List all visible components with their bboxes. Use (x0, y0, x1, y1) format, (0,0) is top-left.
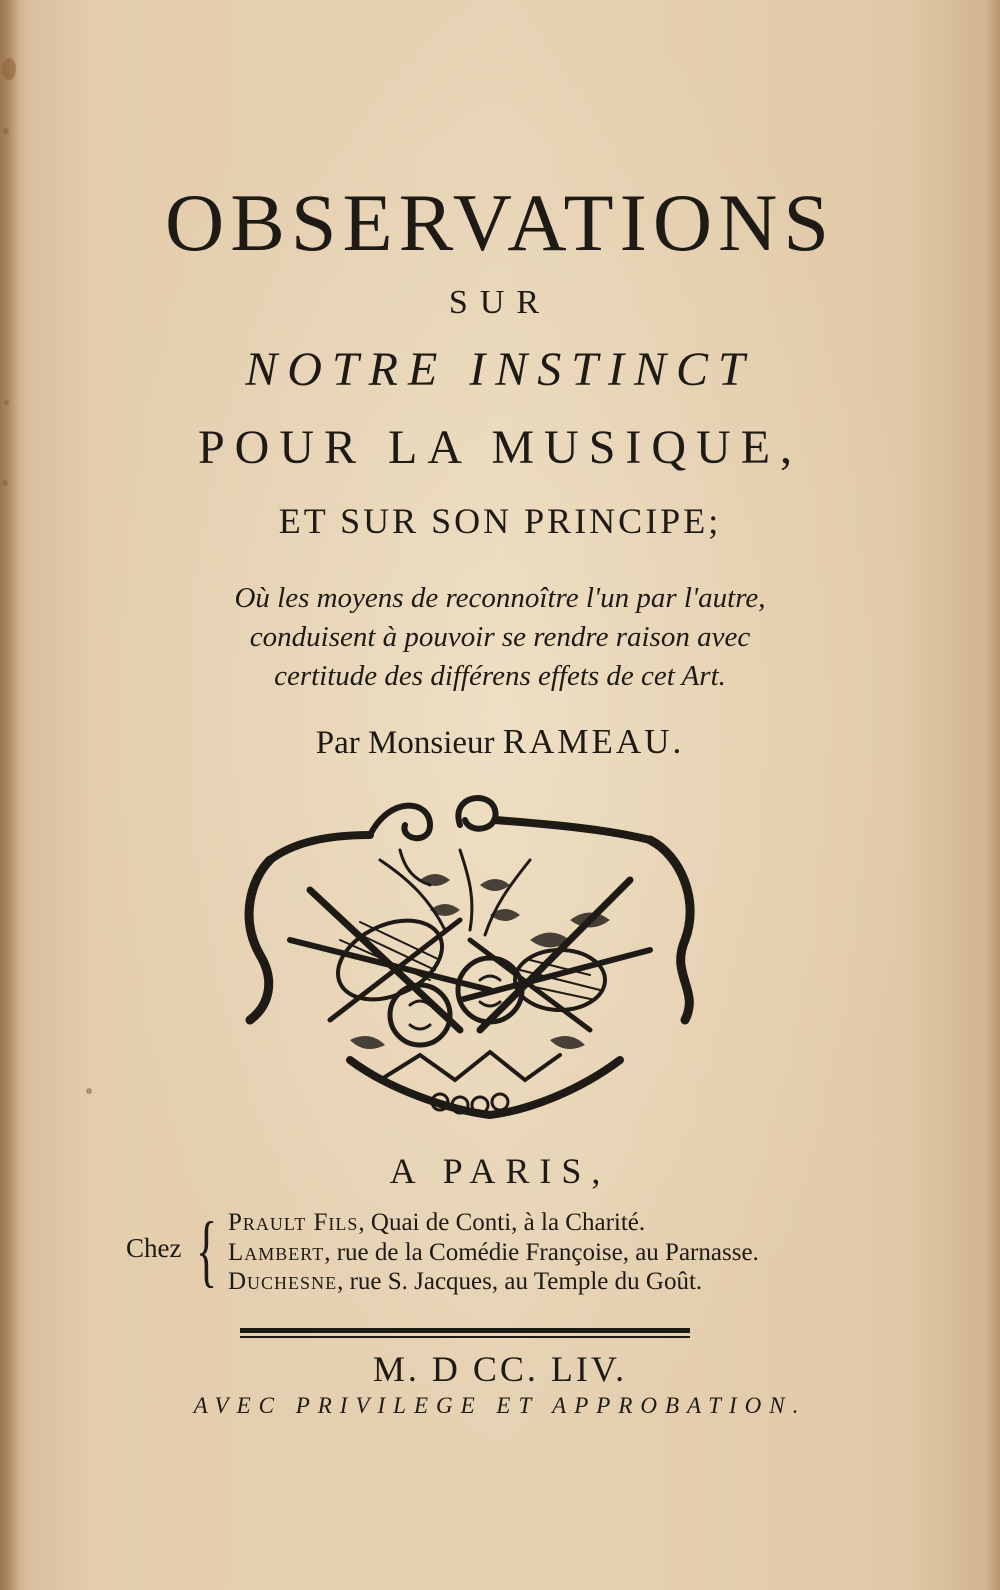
foxing-spot (3, 128, 9, 134)
author-line (0, 722, 1000, 762)
publisher-address: , rue de la Comédie Françoise, au Parnasse. (324, 1239, 759, 1266)
title-observations: OBSERVATIONS (165, 177, 835, 268)
publisher-address: , rue S. Jacques, au Temple du Goût. (337, 1268, 703, 1295)
subtitle-line-1: Où les moyens de reconnoître l'un par l'autre, (234, 582, 766, 614)
foxing-spot (86, 1088, 92, 1094)
imprint-chez: Chez (126, 1233, 182, 1263)
foxing-spot (2, 480, 8, 486)
subtitle-line-3: certitude des différens effets de cet Art. (274, 660, 726, 692)
publisher-line (228, 1209, 645, 1237)
subtitle-line-2: conduisent à pouvoir se rendre raison avec (249, 621, 751, 653)
title-pour-la-musique: POUR LA MUSIQUE, (197, 421, 803, 474)
author-name: RAMEAU. (502, 722, 685, 761)
title-notre-instinct: NOTRE INSTINCT (245, 343, 755, 396)
rule-divider (240, 1336, 690, 1338)
privilege-notice: AVEC PRIVILEGE ET APPROBATION. (193, 1393, 807, 1418)
title-et-sur-son-principe: ET SUR SON PRINCIPE; (278, 501, 722, 541)
imprint-brace: { (196, 1207, 218, 1295)
foxing-spot (4, 400, 9, 405)
publisher-name: Lambert (228, 1239, 325, 1266)
publisher-name: Duchesne (228, 1268, 338, 1295)
musical-trophy-vignette-icon (230, 790, 710, 1130)
rule-divider (240, 1328, 690, 1333)
imprint-city: A PARIS, (389, 1151, 611, 1191)
publisher-line (228, 1268, 702, 1296)
publisher-name: Prault Fils (228, 1209, 359, 1236)
foxing-spot (2, 58, 16, 80)
publisher-address: , Quai de Conti, à la Charité. (358, 1209, 646, 1236)
publisher-line (228, 1239, 759, 1267)
title-sur: SUR (448, 284, 552, 321)
publication-date: M. D CC. LIV. (372, 1349, 628, 1389)
author-prefix: Par Monsieur (315, 725, 495, 761)
